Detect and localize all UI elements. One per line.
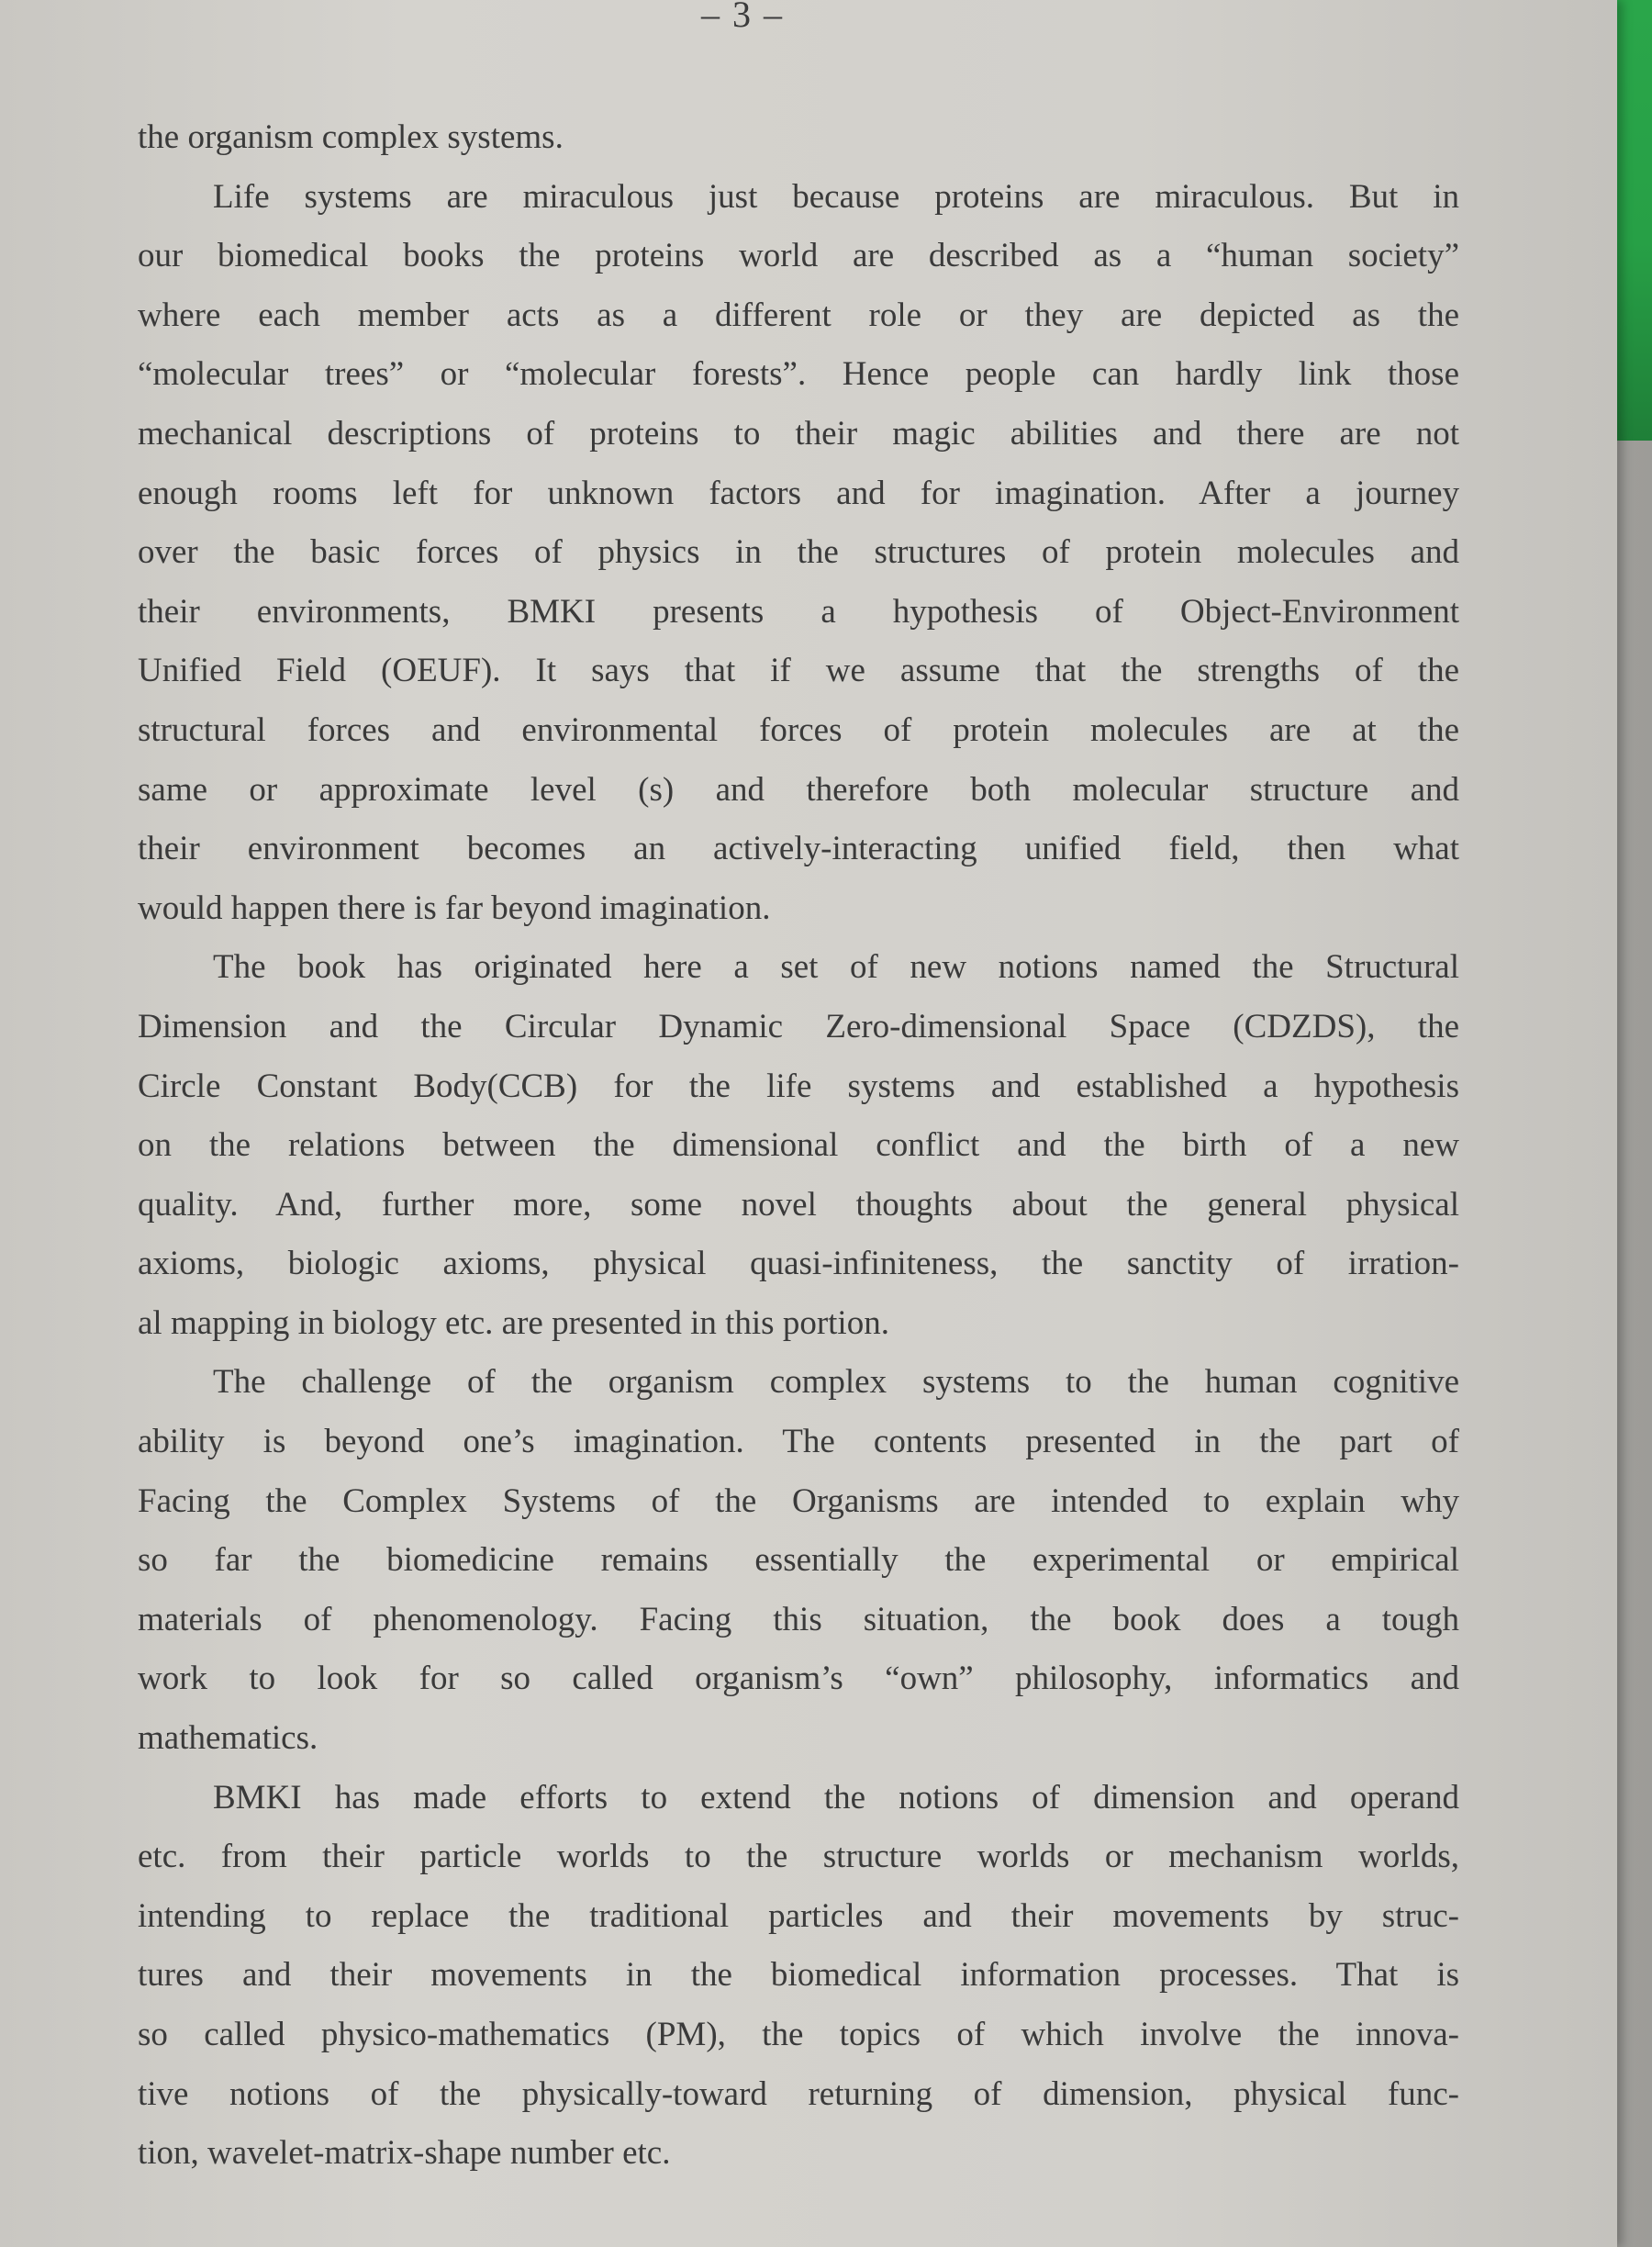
text-line: axioms, biologic axioms, physical quasi-infiniteness, the sanctity of irration- xyxy=(138,1245,1459,1283)
text-line: Dimension and the Circular Dynamic Zero-dimensional Space (CDZDS), the xyxy=(138,1007,1459,1045)
text-line: tion, wavelet-matrix-shape number etc. xyxy=(138,2134,671,2173)
paragraph xyxy=(138,1769,1459,2184)
text-line: BMKI has made efforts to extend the notions of dimension and operand xyxy=(213,1778,1459,1817)
text-line: intending to replace the traditional particles and their movements by struc- xyxy=(138,1896,1459,1935)
text-line: on the relations between the dimensional conflict and the birth of a new xyxy=(138,1126,1459,1165)
text-line: over the basic forces of physics in the structures of protein molecules and xyxy=(138,533,1459,572)
text-line: would happen there is far beyond imagination. xyxy=(138,889,771,927)
text-line: mechanical descriptions of proteins to their magic abilities and there are not xyxy=(138,414,1459,453)
text-line: Unified Field (OEUF). It says that if we assume that the strengths of the xyxy=(138,652,1459,690)
text-line: Life systems are miraculous just because proteins are miraculous. But in xyxy=(213,177,1459,216)
text-line: materials of phenomenology. Facing this situation, the book does a tough xyxy=(138,1600,1459,1638)
paragraph xyxy=(138,168,1459,939)
paragraph xyxy=(138,108,1459,168)
text-line: Facing the Complex Systems of the Organisms are intended to explain why xyxy=(138,1481,1459,1520)
text-line: The challenge of the organism complex systems to the human cognitive xyxy=(213,1363,1459,1402)
text-line: al mapping in biology etc. are presented in this portion. xyxy=(138,1303,889,1342)
text-line: tive notions of the physically-toward returning of dimension, physical func- xyxy=(138,2074,1459,2113)
text-line: their environment becomes an actively-interacting unified field, then what xyxy=(138,830,1459,868)
text-line: “molecular trees” or “molecular forests”. Hence people can hardly link those xyxy=(138,355,1459,394)
text-line: our biomedical books the proteins world are described as a “human society” xyxy=(138,237,1459,275)
text-line: where each member acts as a different role or they are depicted as the xyxy=(138,296,1459,334)
text-line: same or approximate level (s) and therefore both molecular structure and xyxy=(138,770,1459,809)
text-line: ability is beyond one’s imagination. The contents presented in the part of xyxy=(138,1423,1459,1461)
text-line: The book has originated here a set of new notions named the Structural xyxy=(213,948,1459,987)
text-line: the organism complex systems. xyxy=(138,118,564,156)
body-text xyxy=(138,108,1459,2184)
text-line: structural forces and environmental forces of protein molecules are at the xyxy=(138,710,1459,749)
text-line: enough rooms left for unknown factors and for imagination. After a journey xyxy=(138,474,1459,512)
text-line: Circle Constant Body(CCB) for the life systems and established a hypothesis xyxy=(138,1067,1459,1105)
text-line: so far the biomedicine remains essentially the experimental or empirical xyxy=(138,1541,1459,1580)
paragraph xyxy=(138,1353,1459,1768)
text-line: work to look for so called organism’s “own” philosophy, informatics and xyxy=(138,1660,1459,1698)
paragraph xyxy=(138,938,1459,1353)
text-line: mathematics. xyxy=(138,1719,318,1758)
text-line: so called physico-mathematics (PM), the topics of which involve the innova- xyxy=(138,2016,1459,2053)
text-line: etc. from their particle worlds to the structure worlds or mechanism worlds, xyxy=(138,1838,1459,1876)
text-line: quality. And, further more, some novel thoughts about the general physical xyxy=(138,1185,1459,1224)
page-number: – 3 – xyxy=(701,0,784,35)
text-line: tures and their movements in the biomedical information processes. That is xyxy=(138,1956,1459,1995)
text-line: their environments, BMKI presents a hypothesis of Object-Environment xyxy=(138,592,1459,631)
